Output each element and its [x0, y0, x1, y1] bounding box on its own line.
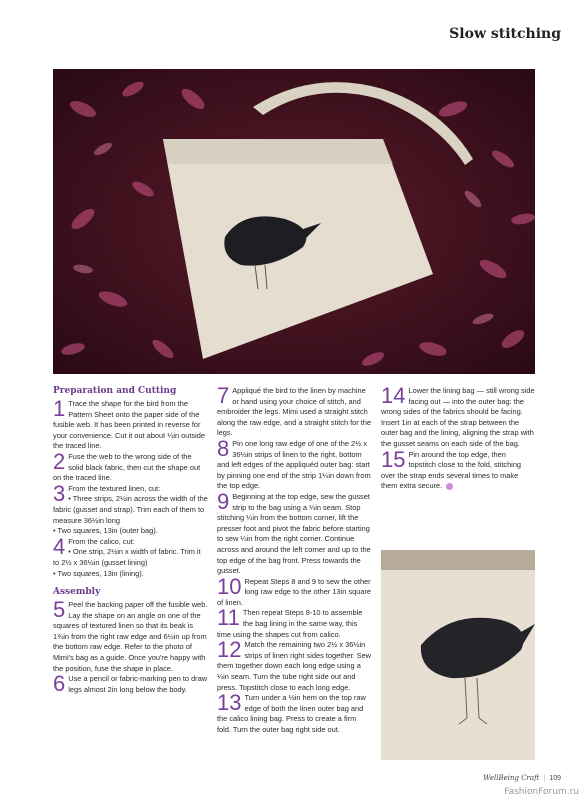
step-number: 3 — [53, 480, 66, 506]
step-number: 9 — [217, 488, 230, 514]
step-number: 1 — [53, 396, 66, 421]
bullet-item: • Three strips, 2½in across the width of the fabric (gusset and strap). Trim each of them to measure 36½in long — [53, 494, 208, 525]
step-text: Lower the lining bag — still wrong side facing out — into the outer bag: the wrong sides of the fabrics should be facing. Insert 1in at each of the strap between the outer bag and the lining, aligning the strap with the gusset seams on each side of the bag. — [381, 386, 535, 448]
step-number: 10 — [217, 573, 242, 599]
step-14 — [381, 383, 535, 450]
step-text: Turn under a ½in hem on the top raw edge of both the linen outer bag and the calico lining bag. Press to create a firm fold. Turn the outer bag right side out. — [217, 693, 366, 734]
step-number: 13 — [217, 690, 242, 716]
step-15 — [381, 446, 535, 492]
step-text: Repeat Steps 8 and 9 to sew the other long raw edge to the other 13in square of linen. — [217, 576, 372, 607]
step-7 — [217, 383, 372, 439]
main-photo-tote-bag — [53, 69, 535, 374]
step-number: 15 — [381, 446, 406, 472]
step-6 — [53, 671, 208, 697]
column-2 — [217, 383, 372, 736]
step-number: 5 — [53, 597, 66, 623]
step-9 — [217, 488, 372, 577]
step-text: Fuse the web to the wrong side of the solid black fabric, then cut the shape out on the traced line. — [53, 451, 201, 483]
smile-icon — [446, 483, 453, 490]
step-text: Pin one long raw edge of one of the 2½ x 36½in strips of linen to the right, bottom and left edges of the appliquéd outer bag: start by pinning one end of the strip 1¼in down from the top edge. — [217, 438, 371, 491]
step-5 — [53, 597, 208, 674]
step-text: Then repeat Steps 8-10 to assemble the bag lining in the same way, this time using the shapes cut from calico. — [217, 608, 363, 639]
step-text: Trace the shape for the bird from the Pattern Sheet onto the paper side of the fusible web. It has been printed in reverse for your convenience. Cut it out about ¼in outside the traced line. — [53, 399, 206, 451]
step-text: Peel the backing paper off the fusible web. Lay the shape on an angle on one of the squares of textured linen so that its beak is 1¾in from the right raw edge and 6½in up from the bottom raw edge. Refer to the photo of Mimi's bag as a guide. Once you're happy with the position, fuse the shape in place. — [53, 600, 208, 673]
step-number: 4 — [53, 533, 66, 559]
step-number: 14 — [381, 383, 406, 408]
step-number: 8 — [217, 435, 230, 461]
step-1 — [53, 396, 208, 452]
step-text: From the textured linen, cut: — [68, 483, 161, 493]
step-8 — [217, 435, 372, 492]
bullet-item: • Two squares, 13in (lining). — [53, 568, 144, 578]
page-number: 109 — [549, 775, 561, 782]
page-footer: WellBeing Craft | 109 — [483, 774, 561, 782]
step-2 — [53, 448, 208, 484]
step-12 — [217, 637, 372, 693]
column-3 — [381, 383, 535, 492]
step-text: Appliqué the bird to the linen by machine or hand using your choice of stitch, and embroider the legs. Mimi used a straight stitch along the raw edge, and a straight stitch for the legs. — [217, 386, 372, 438]
step-text: Use a pencil or fabric-marking pen to draw legs almost 2in long below the body. — [68, 674, 208, 694]
detail-photo-bird — [381, 550, 535, 760]
step-number: 7 — [217, 383, 230, 408]
step-11 — [217, 605, 372, 640]
step-3 — [53, 480, 208, 506]
step-number: 2 — [53, 448, 66, 474]
page-header-title: Slow stitching — [449, 26, 561, 42]
step-10 — [217, 573, 372, 609]
step-number: 6 — [53, 671, 66, 697]
step-text: Match the remaining two 2½ x 36½in strips of linen right sides together. Sew them together down each long edge using a ¼in seam. Turn the tube right side out and press. Topstitch close to each long edge. — [217, 640, 372, 692]
step-number: 11 — [217, 605, 240, 631]
bullet-item: • Two squares, 13in (outer bag). — [53, 526, 158, 536]
footer-brand: WellBeing Craft — [483, 774, 540, 782]
step-13 — [217, 690, 372, 735]
step-number: 12 — [217, 637, 242, 663]
bullet-item: • One strip, 2½in x width of fabric. Trim it to 2½ x 36½in (gusset lining) — [53, 547, 201, 567]
step-text: Beginning at the top edge, sew the gusset strip to the bag using a ¼in seam. Stop stitching ¼in from the bottom corner, lift the presser foot and pivot the fabric before starting to sew ¼in from the right corner. Continue across and around the left corner and up to the top edge of the bag front. Press towards the gusset. — [217, 491, 371, 576]
column-1 — [53, 386, 208, 695]
step-text: Pin around the top edge, then topstitch close to the fold, stitching over the strap ends several times to make them extra secure. — [381, 449, 522, 491]
watermark: FashionForum.ru — [504, 787, 579, 797]
section-heading-preparation: Preparation and Cutting — [53, 386, 177, 396]
step-text: From the calico, cut: — [68, 536, 135, 546]
section-heading-assembly: Assembly — [53, 587, 101, 598]
